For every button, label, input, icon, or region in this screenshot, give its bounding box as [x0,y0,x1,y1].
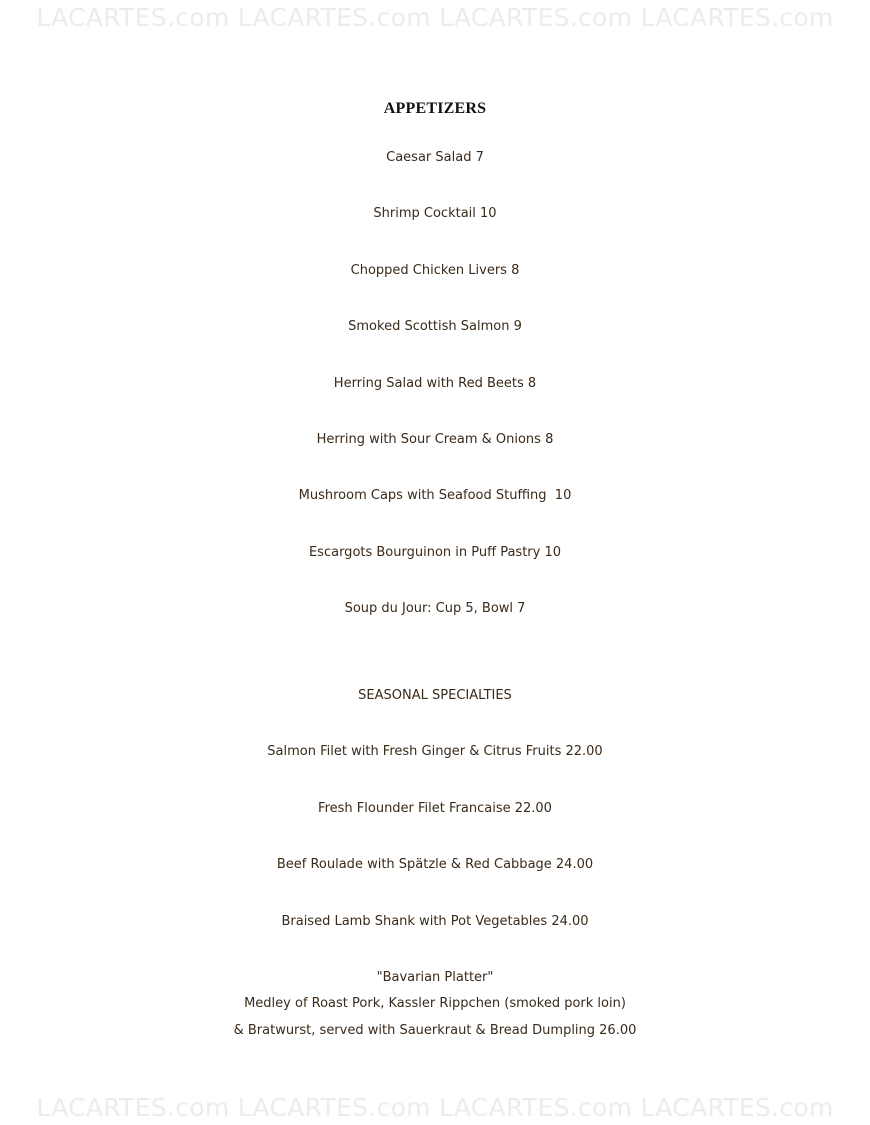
specialty-item-flounder-filet: Fresh Flounder Filet Francaise 22.00 [318,801,552,816]
appetizer-item-chicken-livers: Chopped Chicken Livers 8 [350,263,520,278]
appetizer-item-herring-salad: Herring Salad with Red Beets 8 [333,376,537,391]
appetizers-heading: APPETIZERS [383,100,487,117]
specialty-item-bavarian-platter-name: "Bavarian Platter" [376,970,494,985]
appetizer-item-escargots: Escargots Bourguinon in Puff Pastry 10 [308,545,562,560]
specialty-item-beef-roulade: Beef Roulade with Spätzle & Red Cabbage 24.00 [276,857,594,872]
specialty-item-bavarian-platter-description: Medley of Roast Pork, Kassler Rippchen (smoked pork loin) [244,996,626,1011]
appetizer-item-herring-sour-cream: Herring with Sour Cream & Onions 8 [316,432,554,447]
seasonal-specialties-heading: SEASONAL SPECIALTIES [358,688,512,703]
appetizer-item-mushroom-caps: Mushroom Caps with Seafood Stuffing 10 [298,488,572,503]
appetizer-item-scottish-salmon: Smoked Scottish Salmon 9 [348,319,522,334]
watermark-top: LACARTES.com LACARTES.com LACARTES.com LACARTES.com [36,3,834,32]
appetizer-item-soup-du-jour: Soup du Jour: Cup 5, Bowl 7 [344,601,526,616]
specialty-item-salmon-filet: Salmon Filet with Fresh Ginger & Citrus Fruits 22.00 [267,744,603,759]
specialty-item-lamb-shank: Braised Lamb Shank with Pot Vegetables 24.00 [281,914,589,929]
appetizer-item-shrimp-cocktail: Shrimp Cocktail 10 [373,206,497,221]
appetizer-item-caesar-salad: Caesar Salad 7 [386,150,484,165]
watermark-bottom: LACARTES.com LACARTES.com LACARTES.com LACARTES.com [36,1093,834,1122]
specialty-item-bavarian-platter-description-continued: & Bratwurst, served with Sauerkraut & Bread Dumpling 26.00 [233,1023,637,1038]
